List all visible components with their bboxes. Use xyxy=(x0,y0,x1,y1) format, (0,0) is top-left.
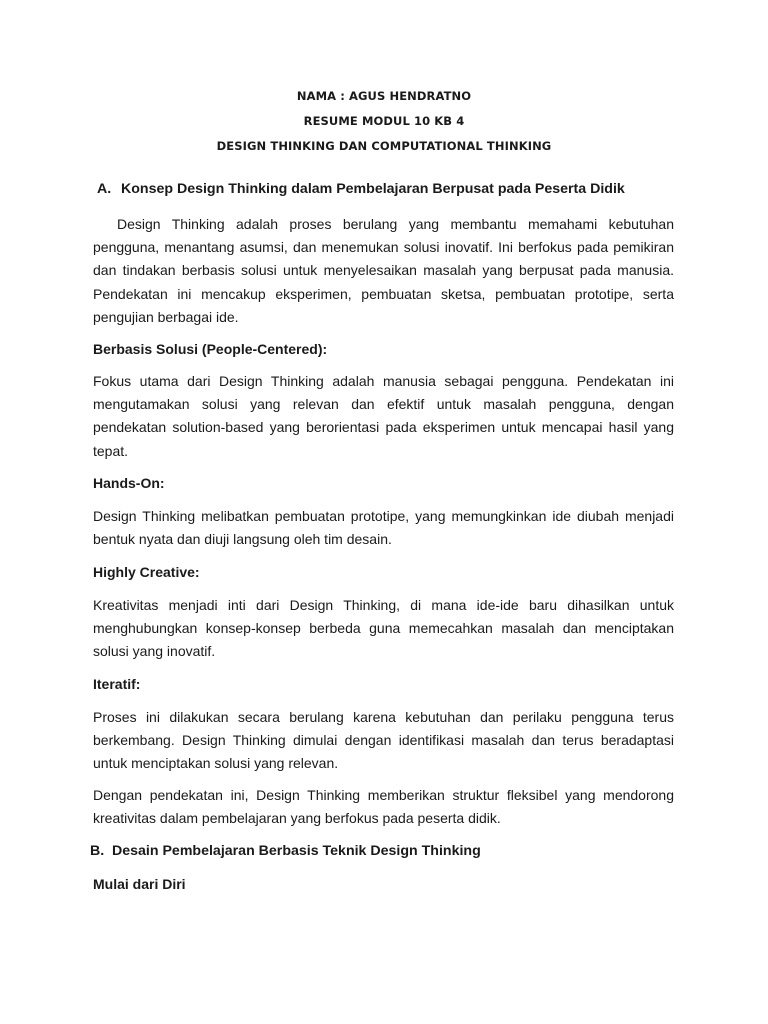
document-title: DESIGN THINKING DAN COMPUTATIONAL THINKING xyxy=(216,139,552,153)
subheading-hands-on: Hands-On: xyxy=(93,475,165,491)
section-a-intro-paragraph: Design Thinking adalah proses berulang yang membantu memahami kebutuhan pengguna, menantang asumsi, dan menemukan solusi inovatif. Ini berfokus pada pemikiran dan tindakan berbasis solusi untuk menyelesaikan masalah yang berpusat pada manusia. Pendekatan ini mencakup eksperimen, pembuatan sketsa, pembuatan prototipe, serta pengujian berbagai ide. xyxy=(93,216,674,325)
section-b-letter: B. xyxy=(90,843,105,859)
paragraph-iteratif: Proses ini dilakukan secara berulang karena kebutuhan dan perilaku pengguna terus berkembang. Design Thinking dimulai dengan identifikasi masalah dan terus beradaptasi untuk menciptakan solusi yang relevan. xyxy=(93,709,674,772)
section-a-closing-paragraph: Dengan pendekatan ini, Design Thinking memberikan struktur fleksibel yang mendorong kreativitas dalam pembelajaran yang berfokus pada peserta didik. xyxy=(93,787,674,827)
paragraph-berbasis-solusi: Fokus utama dari Design Thinking adalah manusia sebagai pengguna. Pendekatan ini mengutamakan solusi yang relevan dan efektif untuk masalah pengguna, dengan pendekatan solution-based yang berorientasi pada eksperimen untuk mencapai hasil yang tepat. xyxy=(93,373,674,459)
section-b-heading xyxy=(90,843,481,859)
resume-module-line: RESUME MODUL 10 KB 4 xyxy=(303,114,465,128)
section-b-title: Desain Pembelajaran Berbasis Teknik Design Thinking xyxy=(112,843,481,859)
section-a-heading xyxy=(97,181,625,197)
author-name-line: NAMA : AGUS HENDRATNO xyxy=(296,89,472,103)
paragraph-highly-creative: Kreativitas menjadi inti dari Design Thinking, di mana ide-ide baru dihasilkan untuk menghubungkan konsep-konsep berbeda guna memecahkan masalah dan menciptakan solusi yang inovatif. xyxy=(93,597,674,660)
section-a-letter: A. xyxy=(97,181,112,197)
subheading-mulai-dari-diri: Mulai dari Diri xyxy=(93,876,186,892)
subheading-iteratif: Iteratif: xyxy=(93,676,141,692)
section-a-title: Konsep Design Thinking dalam Pembelajaran Berpusat pada Peserta Didik xyxy=(121,181,625,197)
subheading-berbasis-solusi: Berbasis Solusi (People-Centered): xyxy=(93,341,328,357)
paragraph-hands-on: Design Thinking melibatkan pembuatan prototipe, yang memungkinkan ide diubah menjadi bentuk nyata dan diuji langsung oleh tim desain. xyxy=(93,508,674,548)
subheading-highly-creative: Highly Creative: xyxy=(93,564,200,580)
